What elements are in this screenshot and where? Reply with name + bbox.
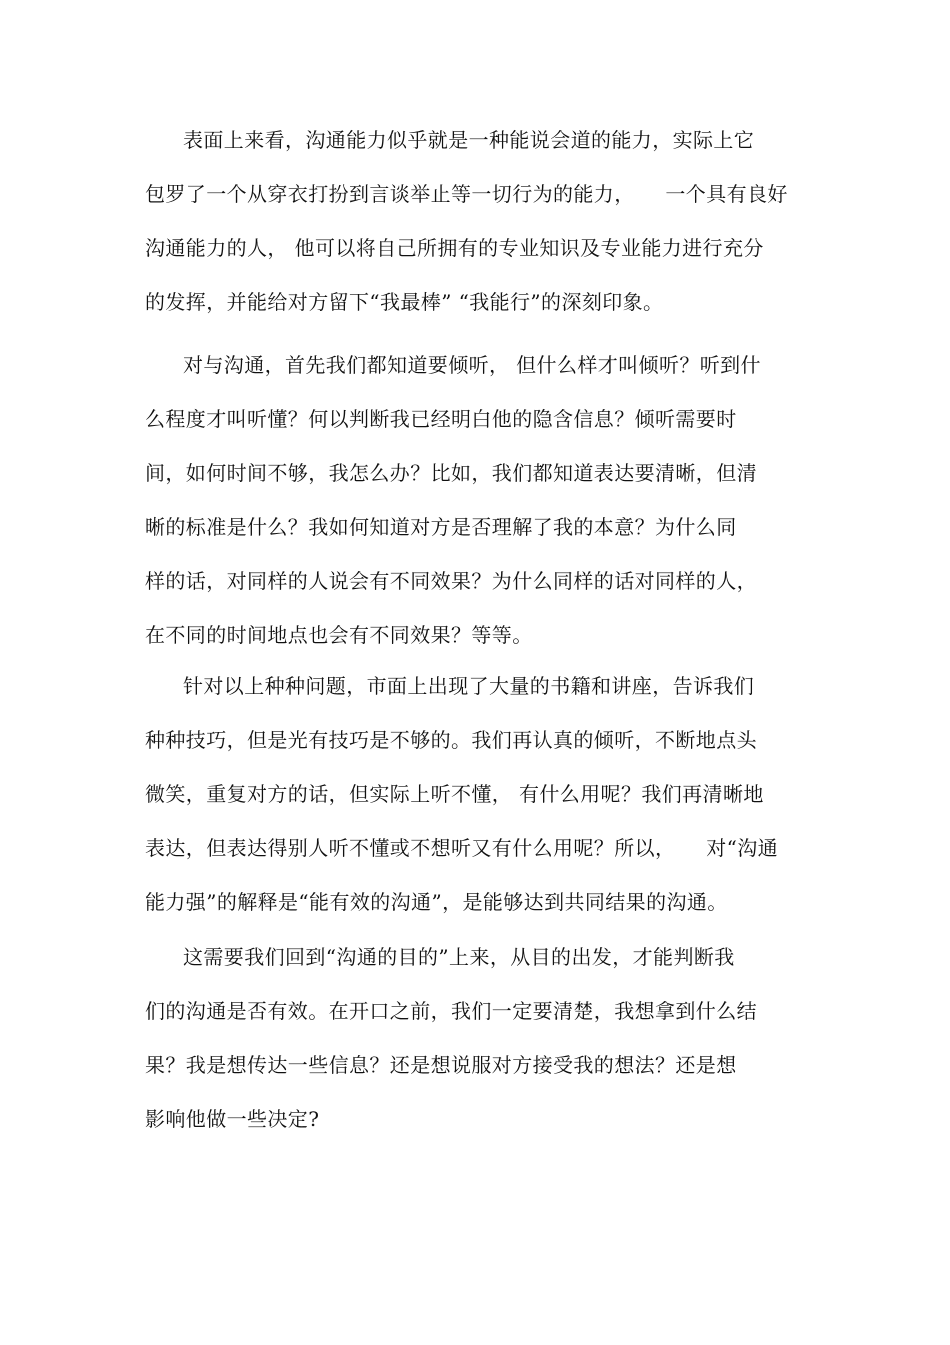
paragraph-4: [145, 945, 825, 1131]
paragraph-line: 间，如何时间不够，我怎么办？比如，我们都知道表达要清晰，但清: [145, 461, 757, 485]
paragraph-line: 表面上来看，沟通能力似乎就是一种能说会道的能力，实际上它: [183, 128, 755, 152]
paragraph-line: 么程度才叫听懂？何以判断我已经明白他的隐含信息？倾听需要时: [145, 407, 737, 431]
paragraph-line: 微笑，重复对方的话，但实际上听不懂， 有什么用呢？我们再清晰地: [145, 782, 764, 806]
paragraph-line: 针对以上种种问题，市面上出现了大量的书籍和讲座，告诉我们: [183, 674, 755, 698]
paragraph-line: 种种技巧，但是光有技巧是不够的。我们再认真的倾听，不断地点头: [145, 728, 757, 752]
paragraph-line: 在不同的时间地点也会有不同效果？等等。: [145, 623, 533, 647]
paragraph-line: 包罗了一个从穿衣打扮到言谈举止等一切行为的能力， 一个具有良好: [145, 182, 788, 206]
paragraph-line: 的发挥，并能给对方留下“我最棒” “我能行”的深刻印象。: [145, 290, 664, 314]
paragraph-line: 这需要我们回到“沟通的目的”上来，从目的出发，才能判断我: [183, 945, 735, 969]
paragraph-line: 样的话，对同样的人说会有不同效果？为什么同样的话对同样的人，: [145, 569, 757, 593]
paragraph-line: 影响他做一些决定?: [145, 1107, 320, 1131]
paragraph-line: 们的沟通是否有效。在开口之前，我们一定要清楚，我想拿到什么结: [145, 999, 757, 1023]
paragraph-line: 对与沟通，首先我们都知道要倾听， 但什么样才叫倾听？听到什: [183, 353, 761, 377]
paragraph-line: 表达，但表达得别人听不懂或不想听又有什么用呢？所以， 对“沟通: [145, 836, 779, 860]
paragraph-line: 能力强”的解释是“能有效的沟通”，是能够达到共同结果的沟通。: [145, 890, 728, 914]
paragraph-1: [145, 128, 825, 314]
paragraph-2: [145, 353, 825, 647]
paragraph-line: 晰的标准是什么？我如何知道对方是否理解了我的本意？为什么同: [145, 515, 737, 539]
paragraph-line: 沟通能力的人， 他可以将自己所拥有的专业知识及专业能力进行充分: [145, 236, 764, 260]
paragraph-3: [145, 674, 825, 914]
paragraph-line: 果？我是想传达一些信息？还是想说服对方接受我的想法？还是想: [145, 1053, 737, 1077]
